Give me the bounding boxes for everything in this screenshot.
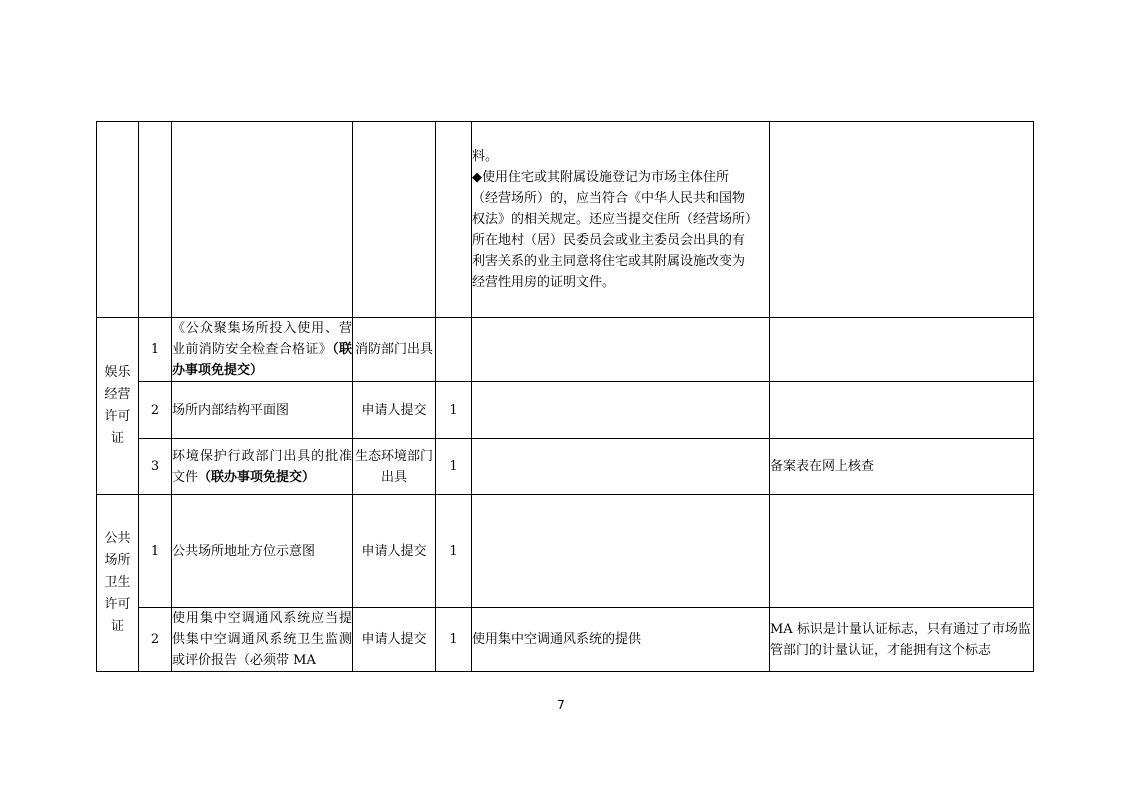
material-text: 《公众聚集场所投入使用、营业前消防安全检查合格证》 <box>172 321 352 357</box>
num-cell: 2 <box>139 608 172 672</box>
requirement-cell <box>472 318 770 382</box>
table-row <box>97 318 1034 382</box>
quantity-cell: 1 <box>436 495 472 608</box>
quantity-cell <box>436 318 472 382</box>
requirement-line: 权法》的相关规定。还应当提交住所（经营场所） <box>472 212 759 227</box>
table-row <box>97 382 1034 439</box>
category-label: 娱乐经营许可证 <box>104 365 131 446</box>
requirement-cell <box>472 122 770 318</box>
quantity-cell <box>436 122 472 318</box>
materials-table <box>96 121 1034 672</box>
source-cell: 消防部门出具 <box>353 318 436 382</box>
material-cell <box>172 495 353 608</box>
material-cell <box>172 382 353 439</box>
category-cell <box>97 318 139 495</box>
table-row <box>97 608 1034 672</box>
source-cell: 生态环境部门出具 <box>353 439 436 495</box>
num-cell: 3 <box>139 439 172 495</box>
requirement-cell <box>472 495 770 608</box>
material-text: 环境保护行政部门出具的批准文件 <box>172 448 352 485</box>
requirement-line: 料。 <box>472 149 499 164</box>
note-cell <box>770 495 1034 608</box>
category-label: 公共场所卫生许可证 <box>104 531 131 634</box>
material-text: 场所内部结构平面图 <box>172 402 290 418</box>
category-cell <box>97 122 139 318</box>
source-cell <box>353 122 436 318</box>
num-cell: 1 <box>139 495 172 608</box>
material-cell <box>172 122 353 318</box>
requirement-line: ◆使用住宅或其附属设施登记为市场主体住所 <box>472 170 729 185</box>
num-cell: 1 <box>139 318 172 382</box>
note-cell <box>770 318 1034 382</box>
category-cell <box>97 495 139 672</box>
material-note: （联办事项免提交） <box>198 469 316 485</box>
source-cell: 申请人提交 <box>353 608 436 672</box>
source-cell: 申请人提交 <box>353 382 436 439</box>
page-number: 7 <box>557 698 565 712</box>
requirement-line: 所在地村（居）民委员会或业主委员会出具的有 <box>472 233 746 248</box>
requirement-cell <box>472 439 770 495</box>
material-cell <box>172 608 353 672</box>
requirement-line: （经营场所）的，应当符合《中华人民共和国物 <box>472 191 746 206</box>
note-cell: MA 标识是计量认证标志，只有通过了市场监管部门的计量认证，才能拥有这个标志 <box>770 608 1034 672</box>
quantity-cell: 1 <box>436 608 472 672</box>
note-cell <box>770 122 1034 318</box>
table-row <box>97 439 1034 495</box>
table-row <box>97 495 1034 608</box>
material-cell <box>172 439 353 495</box>
note-cell: 备案表在网上核查 <box>770 439 1034 495</box>
requirement-cell <box>472 382 770 439</box>
material-text: 公共场所地址方位示意图 <box>172 543 316 559</box>
requirement-line: 经营性用房的证明文件。 <box>472 275 616 290</box>
num-cell: 2 <box>139 382 172 439</box>
num-cell <box>139 122 172 318</box>
requirement-line: 利害关系的业主同意将住宅或其附属设施改变为 <box>472 254 746 269</box>
quantity-cell: 1 <box>436 382 472 439</box>
requirement-cell: 使用集中空调通风系统的提供 <box>472 608 770 672</box>
material-cell <box>172 318 353 382</box>
source-cell: 申请人提交 <box>353 495 436 608</box>
continued-row <box>97 122 1034 318</box>
quantity-cell: 1 <box>436 439 472 495</box>
note-cell <box>770 382 1034 439</box>
material-note: （联办事项免提交） <box>172 342 352 378</box>
material-text: 使用集中空调通风系统应当提供集中空调通风系统卫生监测或评价报告（必须带 MA <box>172 611 352 668</box>
